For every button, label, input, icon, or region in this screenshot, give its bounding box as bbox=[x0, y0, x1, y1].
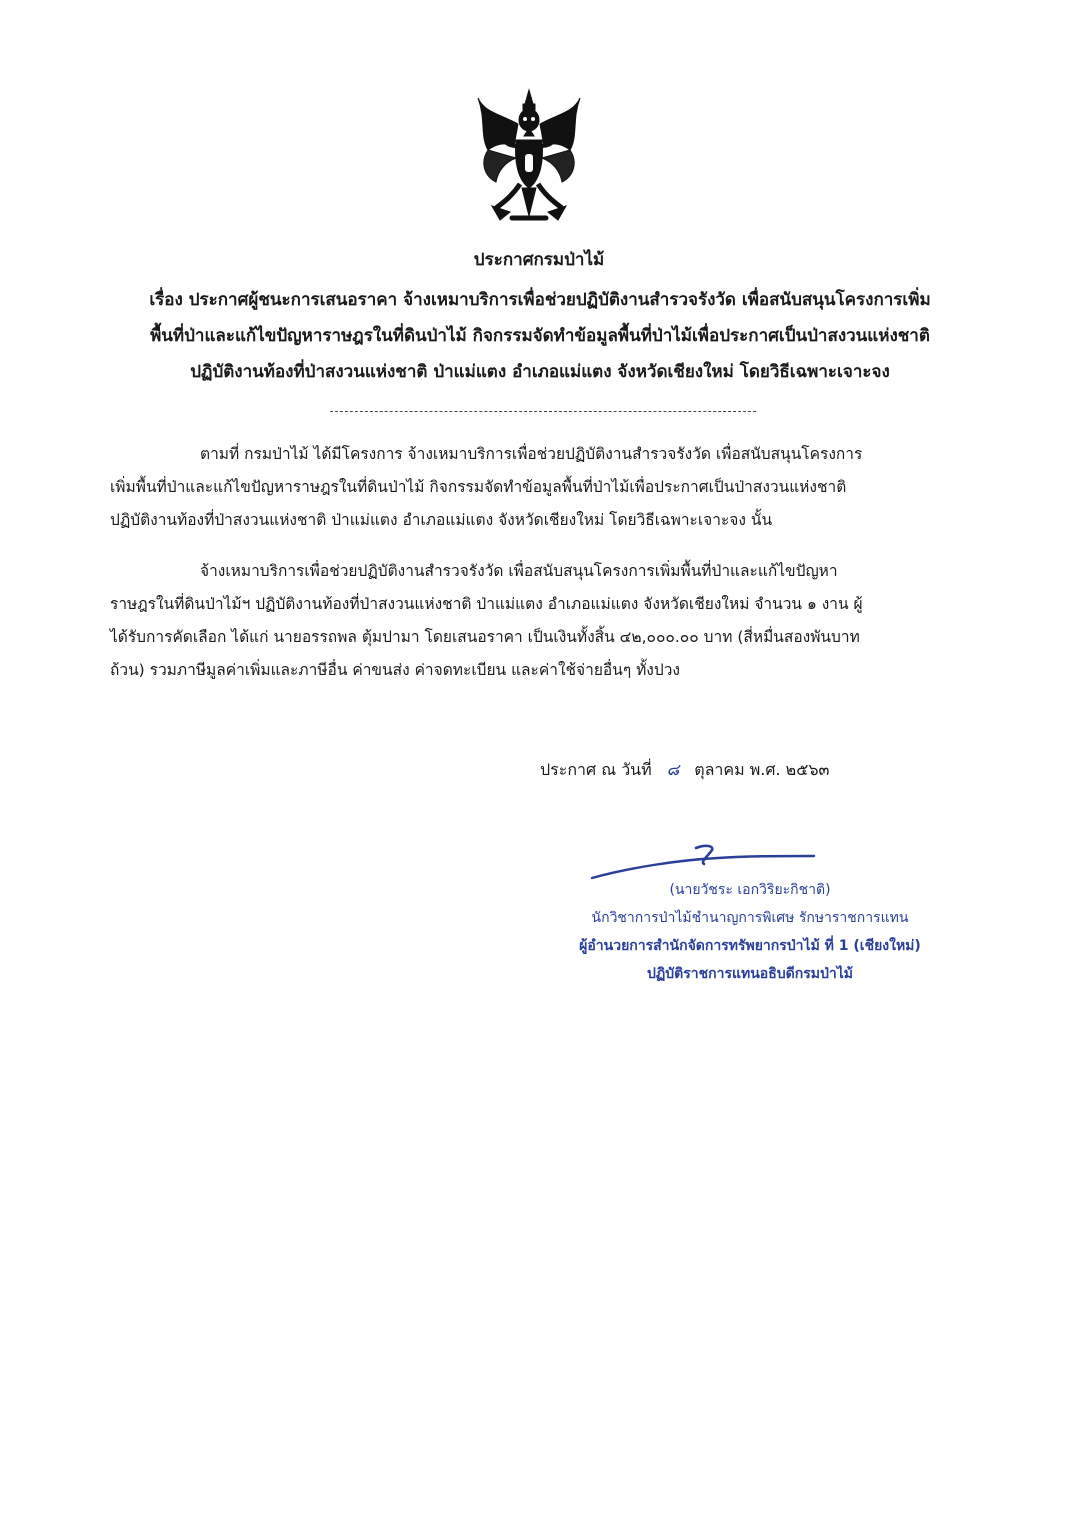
date-month-year: ตุลาคม พ.ศ. ๒๕๖๓ bbox=[694, 760, 830, 779]
paragraph-line: ถ้วน) รวมภาษีมูลค่าเพิ่มและภาษีอื่น ค่าขนส่ง ค่าจดทะเบียน และค่าใช้จ่ายอื่นๆ ทั้งปวง bbox=[110, 661, 680, 679]
announcement-date bbox=[540, 758, 829, 783]
signature-block bbox=[510, 876, 990, 988]
subject-line: ปฏิบัติงานท้องที่ป่าสงวนแห่งชาติ ป่าแม่แตง อำเภอแม่แตง จังหวัดเชียงใหม่ โดยวิธีเฉพาะเจาะจง bbox=[190, 362, 890, 382]
paragraph-line: ได้รับการคัดเลือก ได้แก่ นายอรรถพล ตุ้มปามา โดยเสนอราคา เป็นเงินทั้งสิ้น ๔๒,๐๐๐.๐๐ บาท (สี่หมื่นสองพันบาท bbox=[110, 628, 860, 646]
paragraph-line: จ้างเหมาบริการเพื่อช่วยปฏิบัติงานสำรวจรังวัด เพื่อสนับสนุนโครงการเพิ่มพื้นที่ป่าและแก้ไขปัญหา bbox=[200, 562, 838, 580]
subject-line: เรื่อง ประกาศผู้ชนะการเสนอราคา จ้างเหมาบริการเพื่อช่วยปฏิบัติงานสำรวจรังวัด เพื่อสนับสนุนโครงการเพิ่ม bbox=[149, 290, 931, 310]
paragraph-line: ปฏิบัติงานท้องที่ป่าสงวนแห่งชาติ ป่าแม่แตง อำเภอแม่แตง จังหวัดเชียงใหม่ โดยวิธีเฉพาะเจาะจง นั้น bbox=[110, 511, 773, 529]
subject-line: พื้นที่ป่าและแก้ไขปัญหาราษฎรในที่ดินป่าไม้ กิจกรรมจัดทำข้อมูลพื้นที่ป่าไม้เพื่อประกาศเป็นป่าสงวนแห่งชาติ bbox=[150, 326, 930, 346]
garuda-emblem-icon bbox=[470, 84, 588, 234]
signer-name: (นายวัชระ เอกวิริยะกิชาติ) bbox=[669, 882, 831, 898]
paragraph-line: ตามที่ กรมป่าไม้ ได้มีโครงการ จ้างเหมาบริการเพื่อช่วยปฏิบัติงานสำรวจรังวัด เพื่อสนับสนุนโครงการ bbox=[200, 445, 863, 463]
signer-position: ผู้อำนวยการสำนักจัดการทรัพยากรป่าไม้ ที่ 1 (เชียงใหม่) bbox=[579, 938, 921, 954]
paragraph-1 bbox=[110, 438, 980, 537]
signer-position: นักวิชาการป่าไม้ชำนาญการพิเศษ รักษาราชการแทน bbox=[591, 910, 909, 926]
separator-rule bbox=[330, 411, 756, 412]
date-day: ๘ bbox=[666, 760, 680, 779]
subject-block bbox=[110, 282, 970, 390]
paragraph-line: ราษฎรในที่ดินป่าไม้ฯ ปฏิบัติงานท้องที่ป่าสงวนแห่งชาติ ป่าแม่แตง อำเภอแม่แตง จังหวัดเชียงใหม่ จำนวน ๑ งาน ผู้ bbox=[110, 595, 863, 613]
signer-position: ปฏิบัติราชการแทนอธิบดีกรมป่าไม้ bbox=[646, 966, 853, 982]
paragraph-2 bbox=[110, 555, 980, 687]
date-prefix: ประกาศ ณ วันที่ bbox=[540, 760, 652, 779]
page-title: ประกาศกรมป่าไม้ bbox=[473, 250, 605, 270]
paragraph-line: เพิ่มพื้นที่ป่าและแก้ไขปัญหาราษฎรในที่ดินป่าไม้ กิจกรรมจัดทำข้อมูลพื้นที่ป่าไม้เพื่อประกาศเป็นป่าสงวนแห่งชาติ bbox=[110, 478, 847, 496]
